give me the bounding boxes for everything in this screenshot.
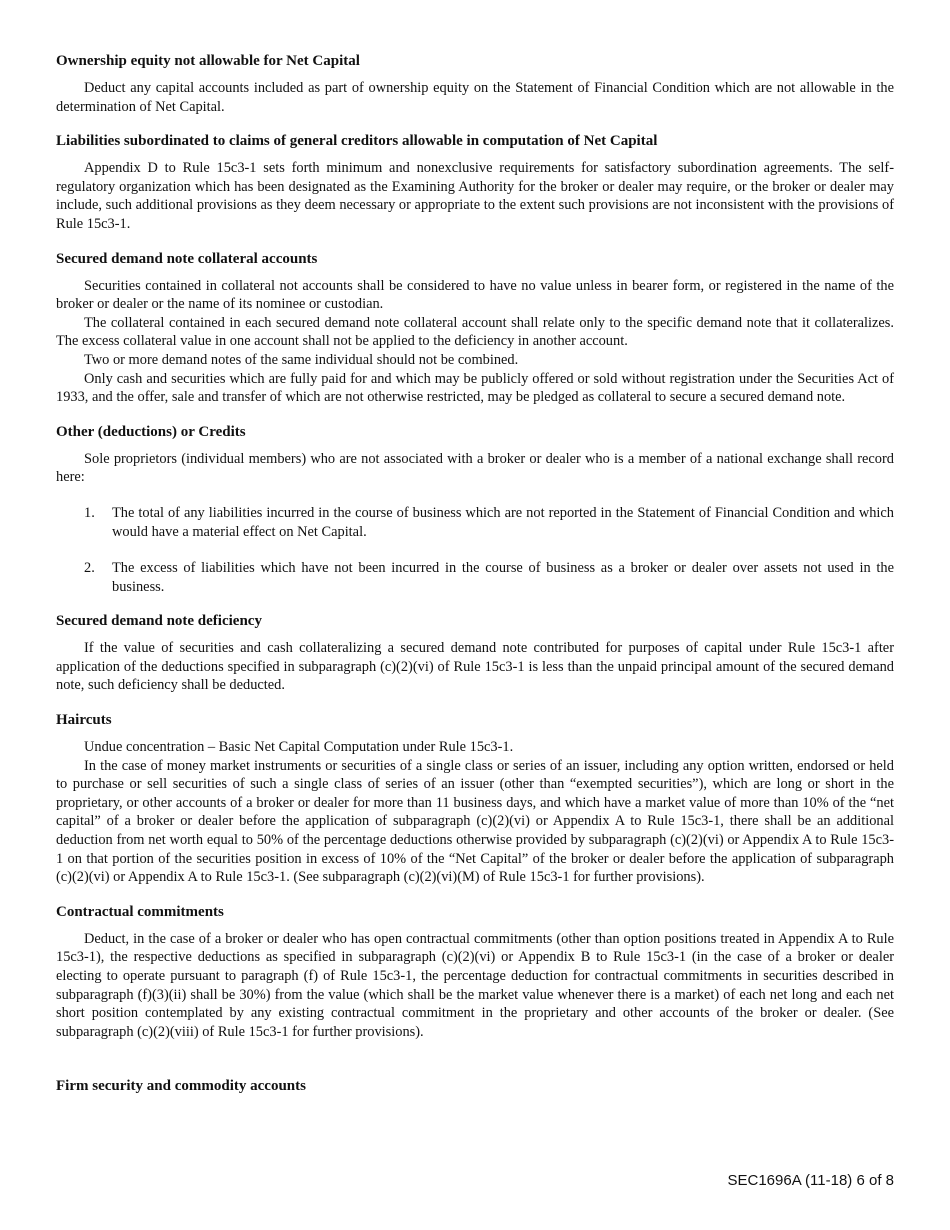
paragraph: Two or more demand notes of the same individual should not be combined. <box>84 351 519 368</box>
list-item <box>56 559 894 596</box>
paragraph: The collateral contained in each secured demand note collateral account shall relate only to the specific demand note that it collateralizes. The excess collateral value in one account shall not be applied to the deficiency in another account. <box>56 314 894 350</box>
paragraph: If the value of securities and cash collateralizing a secured demand note contributed for purposes of capital under Rule 15c3-1 after application of the deductions specified in subparagraph (c)(2)(vi) of Rule 15c3-1 is less than the unpaid principal amount of the secured demand note, such deficiency shall be deducted. <box>56 640 894 694</box>
paragraph: Appendix D to Rule 15c3-1 sets forth minimum and nonexclusive requirements for satisfactory subordination agreements. The self-regulatory organization which has been designated as the Examining Authority for the broker or dealer may require, or the broker or dealer may include, such additional provisions as they deem necessary or appropriate to the extent such provisions are not inconsistent with the provisions of Rule 15c3-1. <box>56 160 894 232</box>
section-heading: Contractual commitments <box>56 903 224 920</box>
section-contractual-commitments <box>56 903 894 1042</box>
section-haircuts <box>56 711 894 887</box>
section-heading: Secured demand note deficiency <box>56 613 262 630</box>
paragraph: Undue concentration – Basic Net Capital Computation under Rule 15c3-1. <box>84 739 514 756</box>
list-item-number: 2. <box>84 560 95 577</box>
paragraph: In the case of money market instruments or securities of a single class or series of an issuer, including any option written, endorsed or held to purchase or sell securities of such a single class of series of an issuer (other than “exempted securities”), which are long or short in the proprietary, or other accounts of a broker or dealer for more than 11 business days, and which have a market value of more than 10% of the “net capital” of a broker or dealer before the application of subparagraph (c)(2)(vi) or Appendix A to Rule 15c3-1, there shall be an additional deduction from net worth equal to 50% of the percentage deductions otherwise provided by subparagraph (c)(2)(vi) or Appendix A to Rule 15c3-1 on that portion of the securities position in excess of 10% of the “Net Capital” of the broker or dealer before the application of subparagraph (c)(2)(vi) or Appendix A to Rule 15c3-1. (See subparagraph (c)(2)(vi)(M) of Rule 15c3-1 for further provisions). <box>56 757 894 886</box>
page-footer: SEC1696A (11-18) 6 of 8 <box>727 1172 894 1189</box>
section-liabilities-subordinated <box>56 132 894 233</box>
section-other-deductions <box>56 423 894 597</box>
document-page <box>56 52 894 1104</box>
list-item <box>56 504 894 541</box>
list-item-text: The excess of liabilities which have not been incurred in the course of business as a broker or dealer over assets not used in the business. <box>112 560 894 595</box>
section-secured-demand-note-deficiency <box>56 612 894 695</box>
section-heading: Ownership equity not allowable for Net Capital <box>56 53 360 69</box>
numbered-list <box>56 504 894 596</box>
section-heading: Other (deductions) or Credits <box>56 423 246 440</box>
paragraph: Only cash and securities which are fully paid for and which may be publicly offered or sold without registration under the Securities Act of 1933, and the offer, sale and transfer of which are not otherwise restricted, may be pledged as collateral to secure a secured demand note. <box>56 370 894 406</box>
paragraph: Deduct any capital accounts included as part of ownership equity on the Statement of Financial Condition which are not allowable in the determination of Net Capital. <box>56 80 894 115</box>
section-ownership-equity <box>56 52 894 116</box>
list-item-text: The total of any liabilities incurred in the course of business which are not reported in the Statement of Financial Condition and which would have a material effect on Net Capital. <box>112 504 894 540</box>
section-secured-demand-note-collateral <box>56 250 894 407</box>
section-heading: Haircuts <box>56 712 112 729</box>
section-heading: Secured demand note collateral accounts <box>56 250 318 267</box>
list-item-number: 1. <box>84 504 95 521</box>
section-heading-firm-accounts: Firm security and commodity accounts <box>56 1078 306 1095</box>
section-heading: Liabilities subordinated to claims of general creditors allowable in computation of Net Capital <box>56 133 658 150</box>
paragraph: Securities contained in collateral not accounts shall be considered to have no value unless in bearer form, or registered in the name of the broker or dealer or the name of its nominee or custodian. <box>56 277 894 313</box>
paragraph: Sole proprietors (individual members) who are not associated with a broker or dealer who is a member of a national exchange shall record here: <box>56 450 894 486</box>
paragraph: Deduct, in the case of a broker or dealer who has open contractual commitments (other than option positions treated in Appendix A to Rule 15c3-1), the respective deductions as specified in subparagraph (c)(2)(vi) or Appendix B to Rule 15c3-1 (in the case of a broker or dealer electing to operate pursuant to paragraph (f) of Rule 15c3-1, the percentage deduction for contractual commitments in securities described in subparagraph (f)(3)(ii) shall be 30%) from the value (which shall be the market value whenever there is a market) of each net long and each net short position contemplated by any existing contractual commitment in the proprietary and other accounts of the broker or dealer. (See subparagraph (c)(2)(viii) of Rule 15c3-1 for further provisions). <box>56 930 894 1040</box>
